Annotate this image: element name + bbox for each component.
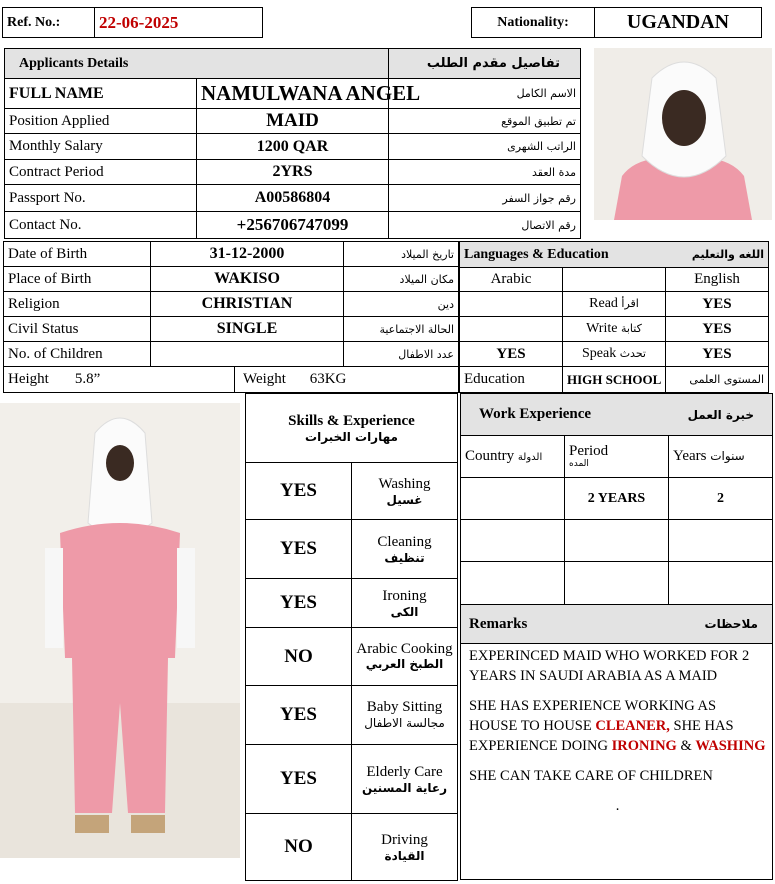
skill-ironing-en: Ironing bbox=[382, 587, 427, 604]
full-name-label: FULL NAME bbox=[5, 79, 197, 109]
contract-value: 2YRS bbox=[197, 160, 389, 185]
skill-washing-ar: غسيل bbox=[386, 492, 423, 507]
personal-details-table bbox=[3, 241, 459, 393]
position-value: MAID bbox=[197, 109, 389, 134]
contact-label: Contact No. bbox=[5, 212, 197, 239]
work-row2-years bbox=[669, 520, 773, 562]
skill-elderly-value: YES bbox=[246, 745, 352, 814]
salary-value: 1200 QAR bbox=[197, 134, 389, 160]
full-name-value: NAMULWANA ANGEL bbox=[197, 79, 389, 109]
remarks-paragraph-3: SHE CAN TAKE CARE OF CHILDREN bbox=[469, 768, 713, 784]
dob-ar: تاريخ الميلاد bbox=[344, 242, 459, 267]
work-header-en: Work Experience bbox=[461, 394, 669, 436]
education-ar: المستوى العلمى bbox=[666, 367, 769, 393]
nationality-value: UGANDAN bbox=[595, 8, 762, 38]
speak-arabic: YES bbox=[460, 342, 563, 367]
education-label: Education bbox=[460, 367, 563, 393]
applicant-header-en: Applicants Details bbox=[5, 49, 389, 79]
ref-value: 22-06-2025 bbox=[95, 8, 263, 38]
full-body-photo bbox=[0, 403, 240, 858]
work-row1-country bbox=[461, 478, 565, 520]
work-row3-years bbox=[669, 562, 773, 605]
speak-label-ar: تحدث bbox=[619, 347, 646, 360]
weight-value: 63KG bbox=[309, 371, 347, 387]
position-label: Position Applied bbox=[5, 109, 197, 134]
skill-washing-value: YES bbox=[246, 463, 352, 520]
skills-header-en: Skills & Experience bbox=[288, 412, 415, 429]
passport-value: A00586804 bbox=[197, 185, 389, 212]
col-years-ar: سنوات bbox=[710, 449, 745, 463]
work-experience-table bbox=[460, 393, 773, 605]
col-arabic: Arabic bbox=[460, 268, 563, 292]
remarks-paragraph-4: . bbox=[615, 798, 620, 814]
portrait-illustration bbox=[594, 48, 772, 220]
passport-label: Passport No. bbox=[5, 185, 197, 212]
skill-driving-value: NO bbox=[246, 814, 352, 881]
height-value: 5.8” bbox=[74, 371, 101, 387]
applicant-details-table bbox=[4, 48, 581, 239]
civil-status-label: Civil Status bbox=[4, 317, 151, 342]
col-country-en: Country bbox=[465, 448, 515, 464]
full-body-illustration bbox=[0, 403, 240, 858]
remarks-paragraph-2: SHE HAS EXPERIENCE WORKING AS HOUSE TO HOUSE CLEANER, SHE HAS EXPERIENCE DOING IRONING & WASHING bbox=[469, 698, 766, 754]
speak-label: Speak bbox=[581, 346, 617, 361]
portrait-photo bbox=[594, 48, 772, 220]
skill-cleaning-ar: تنظيف bbox=[384, 550, 425, 565]
religion-ar: دين bbox=[344, 292, 459, 317]
weight-label: Weight bbox=[243, 371, 286, 387]
contract-ar: مدة العقد bbox=[389, 160, 581, 185]
read-arabic bbox=[460, 292, 563, 317]
write-arabic bbox=[460, 317, 563, 342]
remarks-header-ar: ملاحظات bbox=[704, 617, 758, 631]
work-row2-period bbox=[565, 520, 669, 562]
dob-label: Date of Birth bbox=[4, 242, 151, 267]
remarks-ironing: IRONING bbox=[611, 738, 677, 754]
remarks-box bbox=[460, 604, 773, 880]
skill-cleaning-value: YES bbox=[246, 520, 352, 579]
ref-box bbox=[2, 7, 263, 38]
remarks-washing: WASHING bbox=[695, 738, 766, 754]
skill-elderly-ar: رعاية المسنين bbox=[361, 780, 448, 795]
read-label-ar: اقرأ bbox=[621, 297, 639, 310]
skill-washing-en: Washing bbox=[378, 475, 431, 492]
civil-status-ar: الحالة الاجتماعية bbox=[344, 317, 459, 342]
skills-table bbox=[245, 393, 458, 881]
height-label: Height bbox=[8, 371, 49, 387]
skill-ironing-value: YES bbox=[246, 579, 352, 628]
pob-ar: مكان الميلاد bbox=[344, 267, 459, 292]
skill-cleaning-en: Cleaning bbox=[377, 533, 432, 550]
col-english: English bbox=[666, 268, 769, 292]
skill-driving-en: Driving bbox=[381, 831, 428, 848]
write-label: Write bbox=[586, 321, 618, 336]
nationality-label: Nationality: bbox=[472, 8, 595, 38]
children-value bbox=[151, 342, 344, 367]
skill-cooking-value: NO bbox=[246, 628, 352, 686]
work-row1-years: 2 bbox=[669, 478, 773, 520]
skill-babysitting-ar: مجالسة الاطفال bbox=[364, 715, 445, 730]
civil-status-value: SINGLE bbox=[151, 317, 344, 342]
pob-value: WAKISO bbox=[151, 267, 344, 292]
nationality-box bbox=[471, 7, 762, 38]
position-ar: تم تطبيق الموقع bbox=[389, 109, 581, 134]
skill-cooking-en: Arabic Cooking bbox=[356, 640, 453, 657]
remarks-paragraph-1: EXPERINCED MAID WHO WORKED FOR 2 YEARS IN SAUDI ARABIA AS A MAID bbox=[469, 648, 750, 684]
col-period-en: Period bbox=[569, 442, 609, 459]
col-period-ar: المده bbox=[569, 458, 589, 469]
full-name-ar: الاسم الكامل bbox=[389, 79, 581, 109]
write-label-ar: كتابة bbox=[620, 322, 642, 335]
languages-header-ar: اللغه والتعليم bbox=[666, 242, 769, 268]
languages-header-en: Languages & Education bbox=[460, 242, 666, 268]
dob-value: 31-12-2000 bbox=[151, 242, 344, 267]
col-years-en: Years bbox=[673, 448, 707, 464]
religion-label: Religion bbox=[4, 292, 151, 317]
work-header-ar: خبرة العمل bbox=[669, 394, 773, 436]
languages-table bbox=[459, 241, 769, 393]
contract-label: Contract Period bbox=[5, 160, 197, 185]
contact-ar: رقم الاتصال bbox=[389, 212, 581, 239]
skill-ironing-ar: الكى bbox=[390, 604, 419, 619]
col-country-ar: الدولة bbox=[517, 452, 543, 463]
salary-ar: الراتب الشهرى bbox=[389, 134, 581, 160]
ref-label: Ref. No.: bbox=[3, 8, 95, 38]
skill-elderly-en: Elderly Care bbox=[366, 763, 443, 780]
education-value: HIGH SCHOOL bbox=[563, 367, 666, 393]
skills-header-ar: مهارات الخبرات bbox=[305, 429, 398, 444]
applicant-header-ar: تفاصيل مقدم الطلب bbox=[389, 49, 581, 79]
religion-value: CHRISTIAN bbox=[151, 292, 344, 317]
pob-label: Place of Birth bbox=[4, 267, 151, 292]
work-row1-period: 2 YEARS bbox=[565, 478, 669, 520]
skill-babysitting-value: YES bbox=[246, 686, 352, 745]
skill-driving-ar: القيادة bbox=[384, 848, 425, 863]
work-row3-period bbox=[565, 562, 669, 605]
salary-label: Monthly Salary bbox=[5, 134, 197, 160]
remarks-cleaner: CLEANER, bbox=[595, 718, 670, 734]
children-label: No. of Children bbox=[4, 342, 151, 367]
read-english: YES bbox=[666, 292, 769, 317]
skill-babysitting-en: Baby Sitting bbox=[366, 699, 443, 716]
work-row2-country bbox=[461, 520, 565, 562]
read-label: Read bbox=[589, 296, 618, 311]
contact-value: +256706747099 bbox=[197, 212, 389, 239]
remarks-header bbox=[461, 605, 772, 644]
work-row3-country bbox=[461, 562, 565, 605]
write-english: YES bbox=[666, 317, 769, 342]
speak-english: YES bbox=[666, 342, 769, 367]
remarks-header-en: Remarks bbox=[469, 615, 528, 632]
children-ar: عدد الاطفال bbox=[344, 342, 459, 367]
skill-cooking-ar: الطبخ العربي bbox=[365, 657, 444, 672]
passport-ar: رقم جواز السفر bbox=[389, 185, 581, 212]
